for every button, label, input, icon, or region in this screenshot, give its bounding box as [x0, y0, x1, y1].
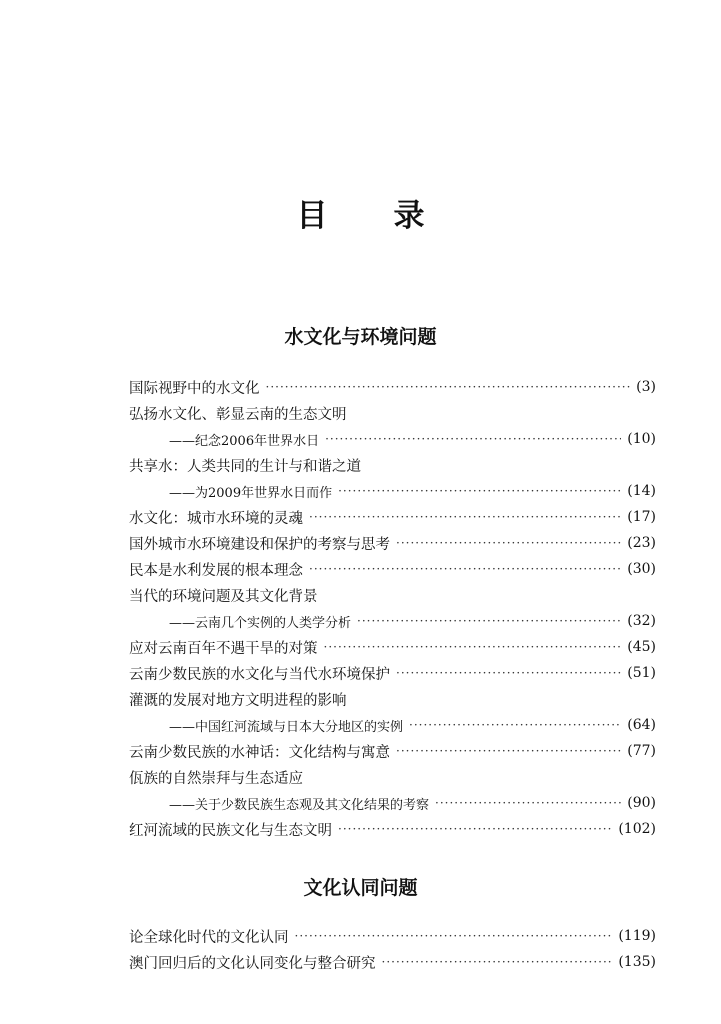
toc-entry-title: 澳门回归后的文化认同变化与整合研究 [129, 955, 376, 972]
toc-entry-title: 当代的环境问题及其文化背景 [129, 588, 318, 605]
toc-subtitle-entry [129, 478, 656, 504]
toc-entry-title: 民本是水利发展的根本理念 [129, 562, 303, 579]
page-title-char-1: 目 [296, 198, 328, 234]
toc-entry [129, 816, 656, 842]
toc-page-number: (10) [627, 431, 656, 447]
toc-entry [129, 686, 656, 712]
toc-subtitle-entry [129, 790, 656, 816]
toc-entry [129, 556, 656, 582]
toc-page-number: (14) [627, 483, 656, 499]
toc-page-number: (17) [627, 509, 656, 525]
toc-subtitle-entry [129, 608, 656, 634]
toc-page-number: (3) [636, 379, 656, 395]
toc-entry-title: 国外城市水环境建设和保护的考察与思考 [129, 536, 390, 553]
toc-entry-title: 国际视野中的水文化 [129, 380, 260, 397]
toc-entry-title: 红河流域的民族文化与生态文明 [129, 822, 332, 839]
toc-entry-title: 论全球化时代的文化认同 [129, 929, 289, 946]
toc-entry [129, 923, 656, 949]
toc-entry-title: 佤族的自然崇拜与生态适应 [129, 770, 303, 787]
toc-entry [129, 374, 656, 400]
toc-subtitle-entry [129, 426, 656, 452]
toc-entry-title: 水文化：城市水环境的灵魂 [129, 510, 303, 527]
toc-entry-subtitle: ——关于少数民族生态观及其文化结果的考察 [169, 797, 430, 813]
toc-page-number: (135) [618, 954, 656, 970]
toc-leader-dots [266, 380, 631, 394]
toc-leader-dots [338, 484, 621, 498]
toc-page-number: (23) [627, 535, 656, 551]
page-title [0, 190, 721, 235]
toc-subtitle-entry [129, 712, 656, 738]
toc-page-number: (90) [627, 795, 656, 811]
toc-entry [129, 738, 656, 764]
section-heading-water-culture: 水文化与环境问题 [284, 326, 437, 348]
section-heading-cultural-identity: 文化认同问题 [303, 877, 418, 899]
toc-leader-dots [309, 562, 621, 576]
toc-entry-subtitle: ——为2009年世界水日而作 [169, 485, 333, 501]
toc-leader-dots [396, 744, 621, 758]
toc-leader-dots [435, 796, 621, 810]
toc-page-number: (77) [627, 743, 656, 759]
toc-page-number: (30) [627, 561, 656, 577]
toc-entry [129, 764, 656, 790]
toc-leader-dots [382, 955, 613, 969]
toc-leader-dots [309, 510, 621, 524]
toc-leader-dots [324, 640, 622, 654]
toc-entry-subtitle: ——纪念2006年世界水日 [169, 433, 320, 449]
toc-list-water-culture [129, 374, 656, 842]
toc-entry-subtitle: ——云南几个实例的人类学分析 [169, 615, 352, 631]
toc-entry-subtitle: ——中国红河流域与日本大分地区的实例 [169, 719, 404, 735]
toc-entry [129, 634, 656, 660]
toc-entry-title: 云南少数民族的水神话：文化结构与寓意 [129, 744, 390, 761]
toc-entry-title: 共享水：人类共同的生计与和谐之道 [129, 458, 361, 475]
page-title-char-2: 录 [393, 198, 425, 234]
toc-page-number: (45) [627, 639, 656, 655]
toc-leader-dots [396, 536, 621, 550]
toc-entry [129, 452, 656, 478]
toc-leader-dots [396, 666, 621, 680]
toc-leader-dots [295, 929, 613, 943]
toc-page-number: (51) [627, 665, 656, 681]
toc-entry [129, 582, 656, 608]
toc-page-number: (32) [627, 613, 656, 629]
toc-entry [129, 949, 656, 975]
toc-entry [129, 530, 656, 556]
toc-entry [129, 504, 656, 530]
toc-entry [129, 400, 656, 426]
toc-page-number: (102) [618, 821, 656, 837]
toc-entry-title: 弘扬水文化、彰显云南的生态文明 [129, 406, 347, 423]
toc-page-number: (64) [627, 717, 656, 733]
toc-page-number: (119) [618, 928, 656, 944]
toc-leader-dots [357, 614, 621, 628]
toc-entry-title: 云南少数民族的水文化与当代水环境保护 [129, 666, 390, 683]
toc-leader-dots [338, 822, 612, 836]
toc-leader-dots [409, 718, 621, 732]
toc-leader-dots [325, 432, 621, 446]
toc-entry [129, 660, 656, 686]
toc-entry-title: 灌溉的发展对地方文明进程的影响 [129, 692, 347, 709]
toc-list-cultural-identity [129, 923, 656, 975]
toc-entry-title: 应对云南百年不遇干旱的对策 [129, 640, 318, 657]
